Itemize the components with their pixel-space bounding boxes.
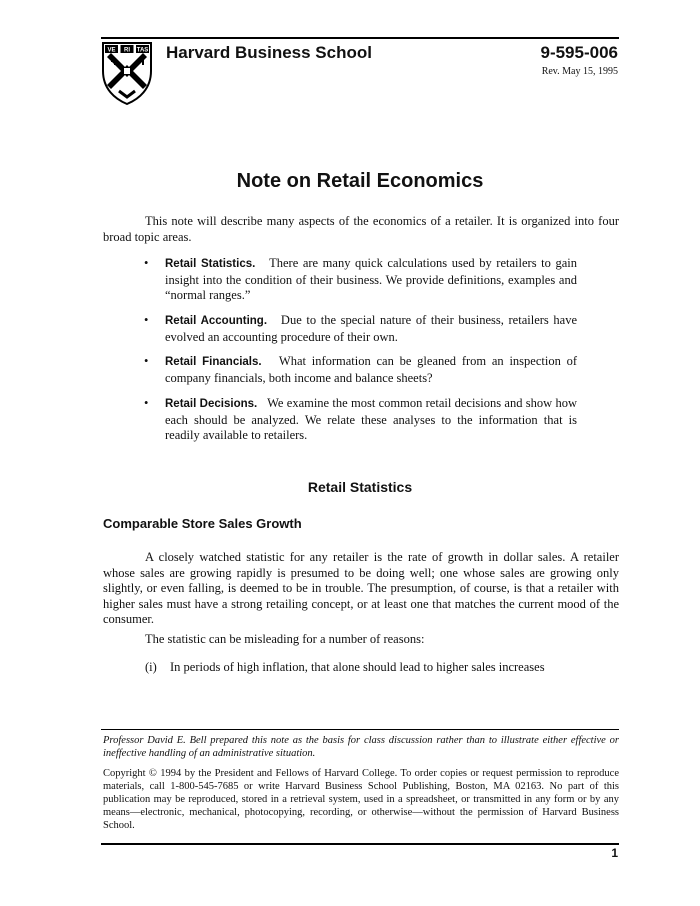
section-title: Retail Statistics [307,479,413,495]
page-number: 1 [611,846,618,860]
header-school-name: Harvard Business School [166,43,372,62]
copyright-notice: Copyright © 1994 by the President and Fellows of Harvard College. To order copies or request permission to reproduce materials, call 1-800-545-7685 or write Harvard Business School Publishing, Boston, MA 02163. No part of this publication may be reproduced, stored in a retrieval system, used in a spreadsheet, or transmitted in any form or by any means—electronic, mechanical, photocopying, recording, or otherwise—without the permission of Harvard Business School. [103,768,619,831]
topic-item [145,256,577,304]
body-paragraph: A closely watched statistic for any retailer is the rate of growth in dollar sales. A retailer whose sales are growing rapidly is presumed to be doing well; one whose sales are growing only slightly, or even falling, is deemed to be in trouble. The presumption, of course, is that a retailer with higher sales must have a strong retailing concept, or at least one that matches the current mood of the consumer. [103,550,619,627]
bullet-icon: • [144,396,149,410]
topic-text-block [165,396,577,444]
topic-item [145,396,577,444]
topic-heading: Retail Decisions. [165,398,258,410]
document-number: 9-595-006 [540,43,618,62]
list-item-text: In periods of high inflation, that alone should lead to higher sales increases [170,660,545,674]
topic-heading: Retail Statistics. [165,258,256,270]
revision-date: Rev. May 15, 1995 [541,66,618,77]
shield-word: TAS [136,47,149,54]
topic-text: What information can be gleaned from an inspection of company financials, both income and balance sheets? [165,354,577,385]
topic-heading: Retail Accounting. [165,315,268,327]
topic-text-block [165,256,577,304]
bullet-icon: • [144,354,149,368]
intro-paragraph: This note will describe many aspects of the economics of a retailer. It is organized into four broad topic areas. [103,214,619,244]
header-rule [101,37,619,39]
hbs-shield-logo [101,41,153,105]
footnote-rule [101,729,619,730]
topic-text-block [165,354,577,386]
topic-item [145,313,577,345]
topic-text-block [165,313,577,345]
list-item-marker: (i) [145,660,157,674]
footnote: Professor David E. Bell prepared this note as the basis for class discussion rather than to illustrate either effective or ineffective handling of an administrative situation. [103,735,619,759]
shield-word: VE [107,47,116,54]
topic-heading: Retail Financials. [165,356,262,368]
topic-text: Due to the special nature of their business, retailers have evolved an accounting procedure of their own. [165,313,577,344]
document-title: Note on Retail Economics [236,170,484,192]
subsection-title: Comparable Store Sales Growth [103,516,302,531]
footer-rule [101,843,619,845]
topic-text: There are many quick calculations used by retailers to gain insight into the condition of their business. We provide definitions, examples and “normal ranges.” [165,256,577,303]
bullet-icon: • [144,313,149,327]
topic-item [145,354,577,386]
bullet-icon: • [144,256,149,270]
body-paragraph: The statistic can be misleading for a number of reasons: [145,632,425,646]
shield-word: RI [124,47,130,54]
topic-text: We examine the most common retail decisions and show how each should be analyzed. We relate these analyses to the information that is readily available to retailers. [165,396,577,443]
